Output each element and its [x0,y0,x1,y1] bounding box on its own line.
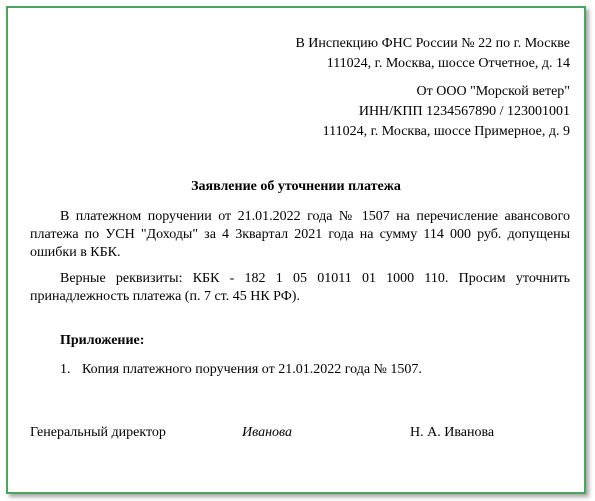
sender-line-1: От ООО "Морской ветер" [416,84,570,99]
paragraph-1: В платежном поручении от 21.01.2022 года № 1507 на перечисление авансового платежа по УСН "Доходы" за 4 3квартал 2021 года на сумму 114 000 руб. допущены ошибки в КБК. [30,209,570,260]
signer-name: Н. А. Иванова [410,425,495,440]
appendix-item [60,361,422,379]
appendix-item-text: Копия платежного поручения от 21.01.2022 года № 1507. [82,362,422,377]
signer-position: Генеральный директор [30,425,166,440]
appendix-heading: Приложение: [60,333,145,348]
addressee-block [295,34,570,74]
paragraph-2: Верные реквизиты: КБК - 182 1 05 01011 01 1000 110. Просим уточнить принадлежность платежа (п. 7 ст. 45 НК РФ). [30,271,570,304]
appendix-item-number: 1. [60,362,71,377]
sender-line-2: ИНН/КПП 1234567890 / 123001001 [358,104,570,119]
handwritten-signature: Иванова [242,425,293,440]
addressee-line-2: 111024, г. Москва, шоссе Отчетное, д. 14 [326,56,570,71]
signature-row [30,424,570,442]
document-sheet [6,6,586,494]
sender-block [323,82,570,142]
sender-line-3: 111024, г. Москва, шоссе Примерное, д. 9 [322,124,570,139]
document-title: Заявление об уточнении платежа [191,179,401,194]
addressee-line-1: В Инспекцию ФНС России № 22 по г. Москве [295,36,570,51]
